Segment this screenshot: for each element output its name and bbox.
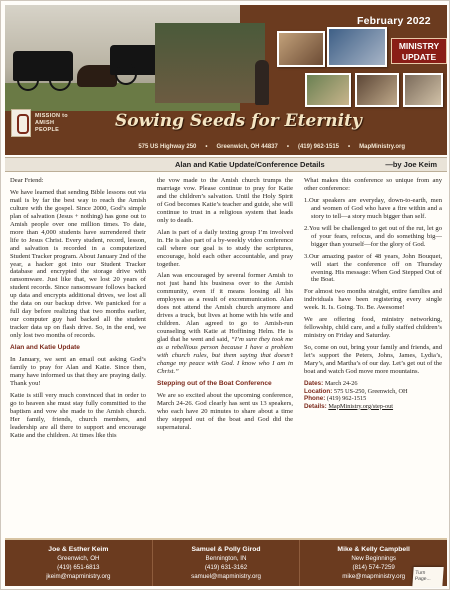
detail-row	[304, 380, 442, 388]
column-1	[10, 177, 146, 444]
badge-line: UPDATE	[401, 52, 437, 62]
column-3	[304, 177, 442, 410]
logo-icon	[11, 109, 31, 137]
contact-email[interactable]: samuel@mapministry.org	[191, 573, 261, 580]
column-2	[157, 177, 293, 436]
detail-row	[304, 388, 442, 396]
byline: —by Joe Keim	[385, 160, 437, 169]
contact-name: Mike & Kelly Campbell	[337, 546, 410, 553]
contact-name: Joe & Esther Keim	[48, 546, 109, 553]
separator-dot: •	[348, 144, 351, 150]
contact-place: New Beginnings	[351, 555, 397, 562]
banner-photo-gathering	[155, 23, 265, 103]
paragraph: Katie is still very much convinced that in order to go to heaven she must stay fully committed to the baptism and vow she made to the Amish church. Her family, friends, church members, and leadership are all there to support and encourage Katie and the children. At times like this	[10, 391, 146, 439]
paragraph: For almost two months straight, entire families and individuals have been registering every single week. It. Is. Going. To. Be. Awesome!	[304, 288, 442, 312]
ministry-photo	[403, 73, 443, 107]
ministry-photo	[277, 31, 325, 67]
address: 575 US Highway 250	[138, 144, 197, 150]
website-link[interactable]: MapMinistry.org	[359, 144, 405, 150]
contact-place: Greenwich, OH	[57, 555, 100, 562]
detail-value: 575 US-250, Greenwich, OH	[333, 387, 408, 395]
paragraph: So, come on out, bring your family and friends, and let’s support the Peters, Johns, James, Lydia’s, Mary’s, and Martha’s of our day. Let’s get out of the boat and watch God move more mountains.	[304, 344, 443, 376]
ministry-photo	[355, 73, 399, 107]
contact-phone: (814) 574-7259	[352, 564, 395, 571]
section-heading: Alan and Katie Update	[10, 344, 80, 352]
footer-contacts	[5, 538, 447, 586]
list-item: 1.Our speakers are everyday, down-to-earth, men and women of God who have a fire within and a story to tell—a story much bigger than self.	[304, 196, 442, 220]
paragraph: We are so excited about the upcoming conference, March 24-26. God clearly has sent us 13 speakers, who each have 20 minutes to share about a time they stepped out of the boat and God did the supernatural.	[157, 391, 293, 431]
separator-dot: •	[286, 144, 289, 150]
logo-line: MISSION to	[35, 112, 68, 119]
logo-text	[35, 113, 68, 134]
logo-line: PEOPLE	[35, 126, 60, 133]
conference-highlights-list	[304, 197, 442, 285]
wheel-icon	[49, 69, 71, 91]
contact-card	[5, 540, 152, 586]
contact-place: Bennington, IN	[205, 555, 247, 562]
wheel-icon	[17, 69, 39, 91]
contact-card	[152, 540, 300, 586]
contact-name: Samuel & Polly Girod	[191, 546, 261, 553]
paragraph	[157, 272, 293, 375]
header-phone: (419) 962-1515	[297, 144, 339, 150]
detail-row	[304, 403, 442, 411]
contact-phone: (419) 631-3162	[204, 564, 248, 571]
separator-dot: •	[205, 144, 208, 150]
contact-email[interactable]: jkeim@mapministry.org	[46, 573, 111, 580]
detail-label: Phone:	[304, 395, 326, 403]
detail-label: Dates:	[304, 379, 324, 387]
paragraph: the vow made to the Amish church trumps the marriage vow. Please continue to pray for Katie and the children’s salvation. Until the Holy Spirit of God becomes Katie’s teacher and guide, she will continue to trust in a religious system that leads only to death.	[157, 177, 293, 224]
list-item: 3.Our amazing pastor of 48 years, John Bouquet, will start the conference off on Thursday evening. His message: When God Stepped Out of the Boat.	[304, 252, 442, 284]
detail-label: Details:	[304, 402, 327, 410]
turn-page-text: Turn	[415, 570, 426, 576]
detail-label: Location:	[304, 387, 333, 395]
article-title-bar	[5, 157, 447, 172]
paragraph-text: Alan was encouraged by several former Amish to not just hand his business over to the Amish community, even if it means loosing all his employees as a result of excommunication. Alan does not attend the Amish church anymore and drives a truck, but lives at home with his wife and children. Alan agreed to go to Amish-run counseling with Katie at Hoffining Helm. He is glad that he went and said,	[157, 272, 293, 344]
detail-value: (419) 962-1515	[326, 395, 367, 403]
ministry-photo	[305, 73, 351, 107]
article-title: Alan and Katie Update/Conference Details	[175, 160, 325, 169]
badge-line: MINISTRY	[398, 41, 440, 51]
paragraph: We are offering food, ministry networking, fellowship, child care, and a fully staffed children’s ministry on Friday and Saturday.	[304, 316, 442, 340]
greeting: Dear Friend:	[10, 177, 44, 184]
wheel-icon	[115, 63, 137, 85]
section-heading: Stepping out of the Boat Conference	[157, 379, 272, 387]
detail-value: March 24-26	[324, 379, 358, 387]
person-silhouette	[255, 60, 269, 105]
quote: “I’m sure they took me as a rebellious person because I have a problem with church rules, but them saying that doesn’t change my peace with God. I know who I am in Christ.”	[157, 336, 293, 375]
paragraph: What makes this conference so unique from any other conference:	[304, 177, 442, 192]
details-link[interactable]: MapMinistry.org/step-out	[328, 402, 394, 410]
conference-details	[304, 380, 442, 410]
header-banner	[5, 5, 447, 155]
contact-email[interactable]: mike@mapministry.org	[342, 573, 406, 580]
issue-date: February 2022	[357, 15, 431, 27]
ministry-update-badge	[391, 38, 447, 64]
city: Greenwich, OH 44837	[216, 144, 278, 150]
ministry-photo	[327, 27, 387, 67]
organization-logo	[11, 108, 101, 138]
paragraph: Alan is part of a daily texting group I’m involved in. He is also part of a by-weekly video conference call where our goal is to study the scriptures, encourage, hold each other accountable, and pray together.	[157, 228, 293, 268]
contact-phone: (419) 651-6813	[57, 564, 100, 571]
logo-line: AMISH	[35, 119, 55, 126]
detail-row	[304, 395, 442, 403]
contact-strip	[5, 140, 447, 154]
turn-page-corner[interactable]	[412, 567, 443, 587]
list-item: 2.You will be challenged to get out of the rut, let go of your fears, refocus, and do something big—bigger than yourself—for the glory of God.	[304, 224, 442, 248]
paragraph: In January, we sent an email out asking God’s family to pray for Alan and Katie. Since then, many have informed us that they are praying daily. Thank you!	[10, 356, 146, 387]
paragraph: We have learned that sending Bible lessons out via mail is by far the best way to reach the Amish culture with the gospel. Since 2000, God’s simple plan of salvation (Jesus + nothing) has gone out to Amish people over one million times. To date, more than 4,000 students have surrendered their life to Jesus Christ. Every student, record, lesson, and salvation is recorded in a computerized Student Tracker program. About January 2nd of the year, a hacker got into our Student Tracker database and encrypted the storage drive with ransomware. Just like that, we lost 20 years of student records. Since ransomware follows backed up data and encrypts additional drives, we lost all the data on our backup drive. We panicked for a full day before realizing that two months earlier, our computer guy had backed all the student tracker data up on flash drive. So, in the end, we only lost two months of records.	[10, 188, 146, 340]
tagline: Sowing Seeds for Eternity	[115, 111, 362, 131]
turn-page-text: Page...	[414, 576, 431, 582]
